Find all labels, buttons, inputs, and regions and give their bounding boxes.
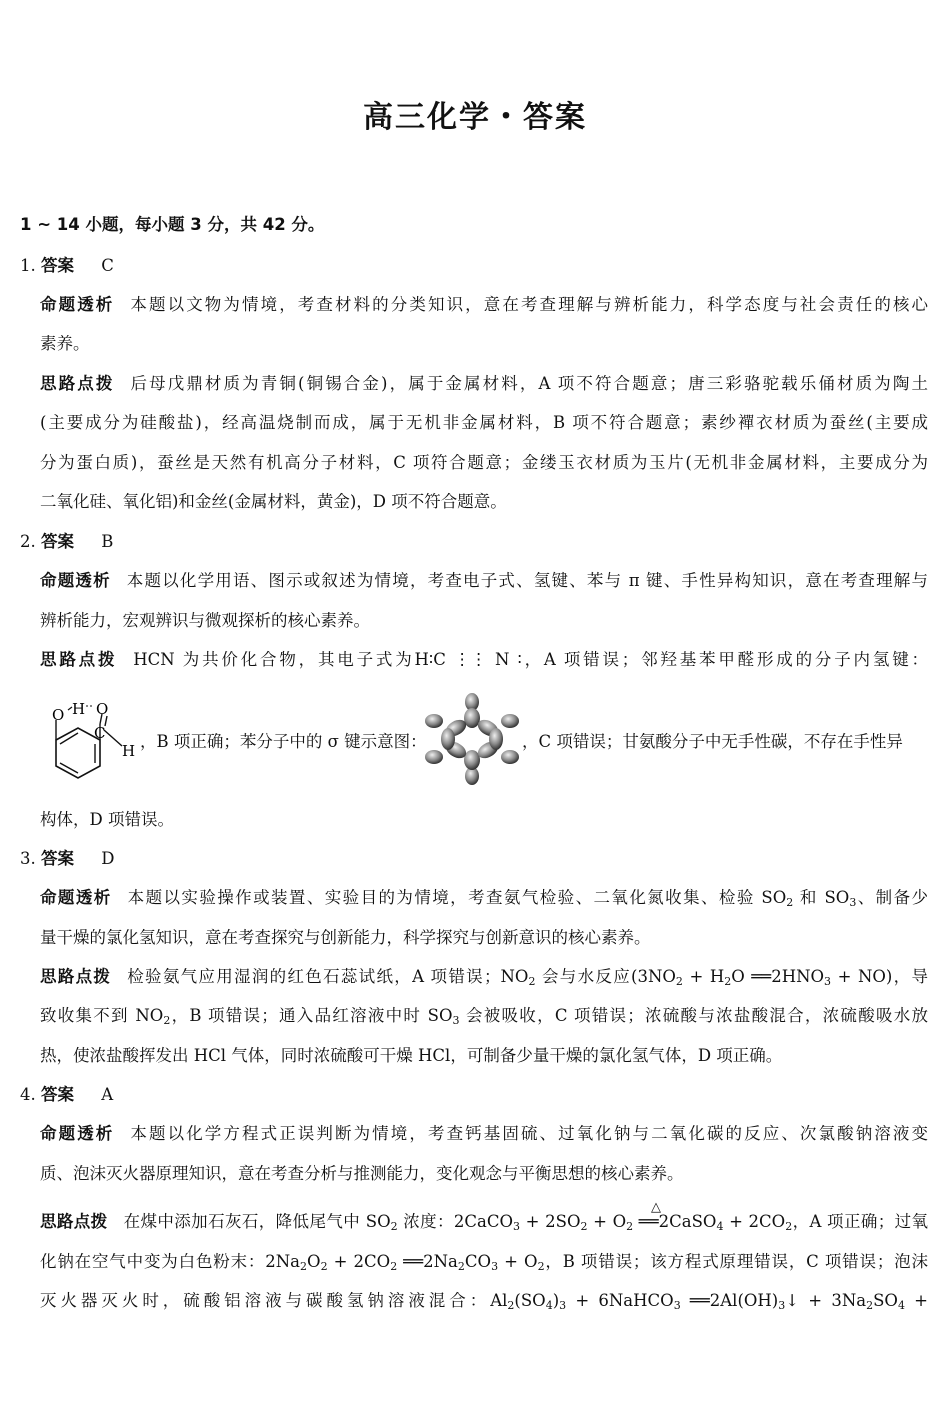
q4-number: 4. xyxy=(20,1085,36,1104)
q2-hint-label: 思路点拨 xyxy=(40,650,118,669)
atom-h: H xyxy=(122,742,136,760)
q2-hint-line2b: ，C 项错误；甘氨酸分子中无手性碳，不存在手性异 xyxy=(522,732,903,751)
q3-hint-text1d: O ══2HNO xyxy=(731,967,825,986)
q3-analysis-text1b: 和 SO xyxy=(793,888,850,907)
subscript: 2 xyxy=(390,1220,398,1233)
subscript: 4 xyxy=(545,1299,553,1312)
subscript: 2 xyxy=(163,1014,171,1027)
q2-answer-label: 答案 xyxy=(41,532,74,551)
q2-analysis-line2: 辨析能力，宏观辨识与微观探析的核心素养。 xyxy=(40,611,370,630)
subscript: 2 xyxy=(457,1260,465,1273)
q1-hint-line1 xyxy=(40,373,928,395)
q3-analysis-text1c: 、制备少 xyxy=(856,888,929,907)
subscript: 2 xyxy=(390,1260,398,1273)
q3-hint-text1b: 会与水反应(3NO xyxy=(535,967,676,986)
q4-hint-text3f: ↓ + 3Na xyxy=(785,1291,867,1310)
q2-analysis-label: 命题透析 xyxy=(40,571,111,590)
q4-answer-line xyxy=(20,1084,113,1106)
subscript: 3 xyxy=(491,1260,499,1273)
q1-answer-value: C xyxy=(101,256,114,275)
subscript: 2 xyxy=(675,975,683,988)
q4-hint-text2b: O xyxy=(307,1252,321,1271)
q4-hint-text1e: ══2CaSO xyxy=(633,1212,717,1231)
salicylaldehyde-structure-svg xyxy=(34,688,144,794)
heat-delta-symbol: △ xyxy=(651,1200,661,1215)
q4-hint-text2d: ══2Na xyxy=(397,1252,458,1271)
q4-answer-label: 答案 xyxy=(41,1085,74,1104)
subscript: 4 xyxy=(716,1220,724,1233)
q4-hint-text2c: + 2CO xyxy=(327,1252,391,1271)
q4-answer-value: A xyxy=(101,1085,114,1104)
q1-number: 1. xyxy=(20,256,36,275)
q1-analysis-label: 命题透析 xyxy=(40,295,115,314)
q2-analysis-line1 xyxy=(40,570,928,592)
q3-hint-line2 xyxy=(40,1005,928,1027)
subscript: 2 xyxy=(786,896,794,909)
q4-hint-text3g: SO xyxy=(873,1291,898,1310)
q4-hint-text1a: 在煤中添加石灰石，降低尾气中 SO xyxy=(123,1212,391,1231)
q1-hint-line4: 二氧化硅、氧化铝)和金丝(金属材料，黄金)，D 项不符合题意。 xyxy=(40,492,507,511)
q4-hint-text3d: + 6NaHCO xyxy=(566,1291,674,1310)
atom-o-carbonyl: O xyxy=(96,700,109,718)
q4-hint-text2a: 化钠在空气中变为白色粉末：2Na xyxy=(40,1252,301,1271)
q2-answer-line xyxy=(20,531,113,553)
q4-hint-text2g: ，B 项错误；该方程式原理错误，C 项错误；泡沫 xyxy=(544,1252,928,1271)
q1-analysis-line1 xyxy=(40,294,928,316)
q3-analysis-label: 命题透析 xyxy=(40,888,112,907)
q4-hint-line3 xyxy=(40,1290,928,1312)
q4-hint-label: 思路点拨 xyxy=(40,1212,108,1231)
q4-hint-text3c: ) xyxy=(552,1291,560,1310)
q2-number: 2. xyxy=(20,532,36,551)
q4-hint-text1d: + O xyxy=(587,1212,627,1231)
q4-hint-text3b: (SO xyxy=(514,1291,546,1310)
q1-answer-label: 答案 xyxy=(41,256,74,275)
subscript: 2 xyxy=(528,975,536,988)
q3-hint-line1 xyxy=(40,966,928,988)
subscript: 3 xyxy=(849,896,857,909)
q4-hint-text2f: + O xyxy=(498,1252,538,1271)
subscript: 2 xyxy=(320,1260,328,1273)
q2-hint-line1 xyxy=(40,649,928,671)
q2-analysis-text1: 本题以化学用语、图示或叙述为情境，考查电子式、氢键、苯与 π 键、手性异构知识，意在考查理解与 xyxy=(126,571,928,590)
q3-analysis-line1 xyxy=(40,887,928,909)
q2-hint-line3: 构体，D 项错误。 xyxy=(40,810,174,829)
q1-hint-text1: 后母戊鼎材质为青铜(铜锡合金)，属于金属材料，A 项不符合题意；唐三彩骆驼载乐俑材质为陶土 xyxy=(130,374,928,393)
q3-hint-text2c: 会被吸收，C 项错误；浓硫酸与浓盐酸混合，浓硫酸吸水放 xyxy=(459,1006,928,1025)
q4-hint-text2e: CO xyxy=(464,1252,492,1271)
q2-hint-line2a: ，B 项正确；苯分子中的 σ 键示意图： xyxy=(140,732,427,751)
q4-analysis-line2: 质、泡沫灭火器原理知识，意在考查分析与推测能力，变化观念与平衡思想的核心素养。 xyxy=(40,1164,684,1183)
q3-answer-value: D xyxy=(101,849,115,868)
q1-hint-line2: (主要成分为硅酸盐)，经高温烧制而成，属于无机非金属材料，B 项不符合题意；素纱襌衣材质为蚕丝(主要成 xyxy=(40,413,928,432)
q3-hint-text1e: + NO)，导 xyxy=(831,967,928,986)
q1-hint-label: 思路点拨 xyxy=(40,374,115,393)
q4-hint-text1c: + 2SO xyxy=(520,1212,581,1231)
q4-analysis-line1 xyxy=(40,1123,928,1145)
q3-hint-text1a: 检验氨气应用湿润的红色石蕊试纸，A 项错误；NO xyxy=(127,967,529,986)
benzene-sigma-image xyxy=(420,688,524,794)
intro-line: 1 ~ 14 小题，每小题 3 分，共 42 分。 xyxy=(20,215,325,234)
q4-analysis-text1: 本题以化学方程式正误判断为情境，考查钙基固硫、过氧化钠与二氧化碳的反应、次氯酸钠溶液变 xyxy=(130,1124,929,1143)
q3-hint-text2b: ，B 项错误；通入品红溶液中时 SO xyxy=(170,1006,453,1025)
subscript: 2 xyxy=(507,1299,515,1312)
subscript: 2 xyxy=(866,1299,874,1312)
q4-hint-text1g: ，A 项正确；过氧 xyxy=(792,1212,929,1231)
page-title: 高三化学・答案 xyxy=(363,100,587,135)
subscript: 2 xyxy=(580,1220,588,1233)
q4-hint-text3h: + xyxy=(904,1291,928,1310)
salicylaldehyde-structure-image xyxy=(34,688,144,798)
subscript: 2 xyxy=(537,1260,545,1273)
q1-analysis-line2: 素养。 xyxy=(40,334,90,353)
q2-answer-value: B xyxy=(101,532,114,551)
q3-analysis-text1a: 本题以实验操作或装置、实验目的为情境，考查氨气检验、二氧化氮收集、检验 SO xyxy=(127,888,787,907)
q3-hint-text1c: + H xyxy=(682,967,725,986)
subscript: 2 xyxy=(785,1220,793,1233)
atom-h-bond: H xyxy=(72,700,86,718)
subscript: 3 xyxy=(778,1299,786,1312)
q4-hint-text1f: + 2CO xyxy=(723,1212,786,1231)
q3-hint-line3: 热，使浓盐酸挥发出 HCl 气体，同时浓硫酸可干燥 HCl，可制备少量干燥的氯化氢气体，D 项正确。 xyxy=(40,1046,783,1065)
q2-hint-text1: HCN 为共价化合物，其电子式为H∶C ⋮⋮ N ∶，A 项错误；邻羟基苯甲醛形成的分子内氢键： xyxy=(133,650,929,669)
subscript: 3 xyxy=(673,1299,681,1312)
atom-o-hydroxyl: O xyxy=(52,706,65,724)
q3-analysis-line2: 量干燥的氯化氢知识，意在考查探究与创新能力，科学探究与创新意识的核心素养。 xyxy=(40,928,651,947)
q4-hint-text3e: ══2Al(OH) xyxy=(680,1291,779,1310)
q4-analysis-label: 命题透析 xyxy=(40,1124,115,1143)
q3-number: 3. xyxy=(20,849,36,868)
subscript: 3 xyxy=(559,1299,567,1312)
q3-hint-text2a: 致收集不到 NO xyxy=(40,1006,164,1025)
q4-hint-text1b: 浓度：2CaCO xyxy=(397,1212,514,1231)
subscript: 3 xyxy=(824,975,832,988)
q1-answer-line xyxy=(20,255,114,277)
atom-c: C xyxy=(94,724,106,742)
q4-hint-text3a: 灭火器灭火时，硫酸铝溶液与碳酸氢钠溶液混合：Al xyxy=(40,1291,508,1310)
subscript: 2 xyxy=(626,1220,634,1233)
q3-answer-label: 答案 xyxy=(41,849,74,868)
benzene-sigma-svg xyxy=(420,688,524,790)
q3-answer-line xyxy=(20,848,114,870)
subscript: 2 xyxy=(300,1260,308,1273)
q4-hint-line2 xyxy=(40,1251,928,1273)
subscript: 4 xyxy=(897,1299,905,1312)
q4-hint-line1 xyxy=(40,1211,928,1233)
q1-hint-line3: 分为蛋白质)，蚕丝是天然有机高分子材料，C 项符合题意；金缕玉衣材质为玉片(无机非金属材料，主要成分为 xyxy=(40,453,928,472)
subscript: 3 xyxy=(452,1014,460,1027)
subscript: 2 xyxy=(724,975,732,988)
q1-analysis-text1: 本题以文物为情境，考查材料的分类知识，意在考查理解与辨析能力，科学态度与社会责任的核心 xyxy=(130,295,929,314)
q3-hint-label: 思路点拨 xyxy=(40,967,112,986)
subscript: 3 xyxy=(513,1220,521,1233)
